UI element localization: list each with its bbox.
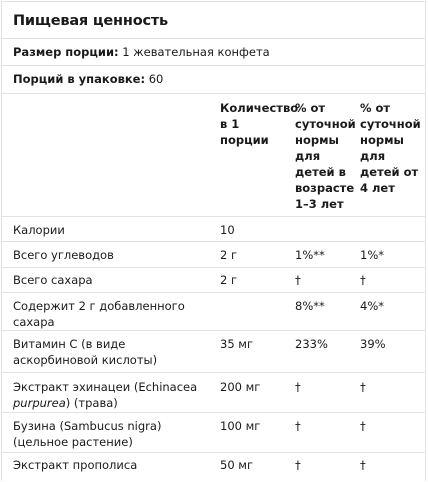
nutrient-name: Всего углеводов (2, 241, 210, 267)
nutrient-dv-4: 1%* (350, 241, 425, 267)
nutrient-dv-4: † (350, 267, 425, 292)
nutrient-name-italic: purpurea (13, 395, 66, 410)
panel-title: Пищевая ценность (2, 2, 425, 39)
header-nutrient (2, 94, 210, 216)
nutrient-dv-1-3: † (285, 412, 350, 452)
servings-per-container-label: Порций в упаковке: (13, 72, 146, 86)
nutrient-dv-1-3: † (295, 457, 301, 472)
nutrient-dv-4: † (360, 457, 366, 472)
nutrient-name (2, 372, 210, 412)
nutrient-dv-1-3: 1%** (285, 241, 350, 267)
nutrient-dv-4: † (350, 372, 425, 412)
table-row (2, 330, 425, 372)
nutrient-dv-1-3: 233% (285, 330, 350, 372)
header-dv-children-4: % от суточной нормы для детей от 4 лет (350, 94, 425, 216)
servings-per-container-row (2, 66, 425, 94)
nutrient-name: Содержит 2 г добавленного сахара (2, 292, 210, 330)
nutrient-dv-1-3 (285, 216, 350, 241)
nutrient-amount: 2 г (210, 267, 285, 292)
nutrient-dv-1-3: 8%** (285, 292, 350, 330)
table-row (2, 216, 425, 241)
nutrient-name: Бузина (Sambucus nigra) (цельное растение) (2, 412, 210, 452)
nutrition-table (2, 94, 425, 482)
table-header-row (2, 94, 425, 216)
nutrient-dv-4 (350, 216, 425, 241)
nutrient-dv-4: 39% (350, 330, 425, 372)
nutrient-amount: 2 г (210, 241, 285, 267)
nutrition-facts-panel (1, 1, 426, 481)
nutrient-name: Витамин C (в виде аскорбиновой кислоты) (2, 330, 210, 372)
table-row (2, 412, 425, 452)
nutrient-dv-1-3: † (285, 372, 350, 412)
nutrient-amount: 50 мг (220, 457, 254, 472)
nutrient-name: Экстракт прополиса (13, 457, 138, 472)
nutrient-amount: 35 мг (210, 330, 285, 372)
serving-size-row (2, 39, 425, 66)
nutrient-amount: 100 мг (210, 412, 285, 452)
serving-size-label: Размер порции: (13, 45, 119, 59)
nutrient-name: Калории (2, 216, 210, 241)
servings-per-container-value: 60 (145, 72, 164, 86)
table-row (2, 267, 425, 292)
nutrient-amount: 10 (210, 216, 285, 241)
table-row (2, 241, 425, 267)
header-amount-per-serving: Количество в 1 порции (210, 94, 285, 216)
nutrient-name: Всего сахара (2, 267, 210, 292)
table-row (2, 452, 425, 482)
table-row (2, 372, 425, 412)
table-row (2, 292, 425, 330)
nutrient-dv-1-3: † (285, 267, 350, 292)
nutrient-amount (210, 292, 285, 330)
header-dv-children-1-3: % от суточной нормы для детей в возрасте 1–3 лет (285, 94, 350, 216)
nutrient-dv-4: 4%* (350, 292, 425, 330)
nutrient-amount: 200 мг (210, 372, 285, 412)
nutrient-name-pre: Экстракт эхинацеи (Echinacea (13, 379, 198, 394)
nutrient-dv-4: † (350, 412, 425, 452)
nutrient-name-post: ) (трава) (65, 395, 118, 410)
serving-size-value: 1 жевательная конфета (118, 45, 270, 59)
